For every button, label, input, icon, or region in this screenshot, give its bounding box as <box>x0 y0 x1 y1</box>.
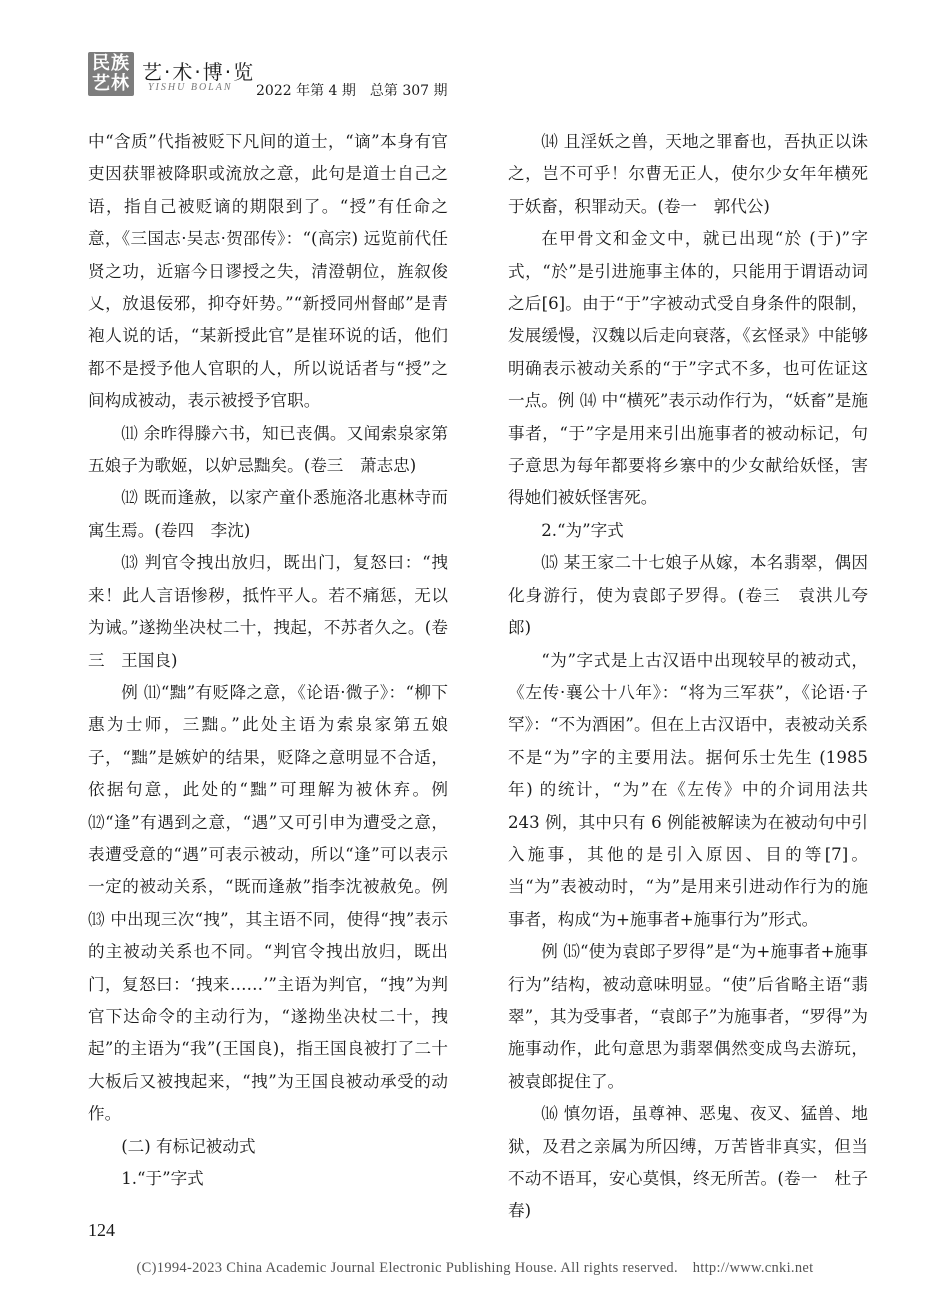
section-heading: 1.“于”字式 <box>121 1169 204 1188</box>
right-column <box>508 126 868 1228</box>
example-sentence: ⒃ 慎勿语，虽尊神、恶鬼、夜叉、猛兽、地狱，及君之亲属为所囚缚，万苦皆非真实，但当不动不语耳，安心莫惧，终无所苦。(卷一 杜子春) <box>508 1104 868 1221</box>
copyright-notice: (C)1994-2023 China Academic Journal Electronic Publishing House. All rights reserved. http://www.cnki.net <box>136 1260 814 1276</box>
body-paragraph: “为”字式是上古汉语中出现较早的被动式，《左传·襄公十八年》：“将为三军获”，《论语·子罕》：“不为酒困”。但在上古汉语中，表被动关系不是“为”字的主要用法。据何乐士先生 (1985 年) 的统计，“为”在《左传》中的介词用法共 243 例，其中只有 6 例能被解读为在被动句中引入施事，其他的是引入原因、目的等[7]。当“为”表被动时，“为”是用来引进动作行为的施事者，构成“为+施事者+施事行为”形式。 <box>508 650 868 929</box>
page-number: 124 <box>88 1220 115 1240</box>
body-paragraph: 例 ⒂“使为袁郎子罗得”是“为+施事者+施事行为”结构，被动意味明显。“使”后省略主语“翡翠”，其为受事者，“袁郎子”为施事者，“罗得”为施事动作，此句意思为翡翠偶然变成鸟去游玩，被袁郎捉住了。 <box>508 942 868 1091</box>
example-sentence: ⑾ 余昨得滕六书，知已丧偶。又闻索泉家第五娘子为歌姬，以妒忌黜矣。(卷三 萧志忠) <box>88 423 448 476</box>
logo-line-1: 民族 <box>92 53 130 74</box>
journal-title: 艺·术·博·览 <box>142 60 256 84</box>
body-paragraph: 例 ⑾“黜”有贬降之意，《论语·微子》：“柳下惠为士师，三黜。”此处主语为索泉家第五娘子，“黜”是嫉妒的结果，贬降之意明显不合适，依据句意，此处的“黜”可理解为被休弃。例 ⑿“逢”有遇到之意，“遇”又可引申为遭受之意，表遭受意的“遇”可表示被动，所以“逢”可以表示一定的被动关系，“既而逢赦”指李沈被赦免。例 ⒀ 中出现三次“拽”，其主语不同，使得“拽”表示的主被动关系也不同。“判官令拽出放归，既出门，复怒曰：‘拽来……’”主语为判官，“拽”为判官下达命令的主动行为，“遂拗坐决杖二十，拽起”的主语为“我”(王国良)，指王国良被打了二十大板后又被拽起来，“拽”为王国良被动承受的动作。 <box>88 682 448 1124</box>
issue-info: 2022 年第 4 期 总第 307 期 <box>256 83 448 99</box>
body-paragraph: 中“含质”代指被贬下凡间的道士，“谪”本身有官吏因获罪被降职或流放之意，此句是道士自己之语，指自己被贬谪的期限到了。“授”有任命之意，《三国志·吴志·贺邵传》：“(高宗) 远览前代任贤之功，近寤今日谬授之失，清澄朝位，旌叙俊乂，放退佞邪，抑夺奸势。”“新授同州督邮”是青袍人说的话，“某新授此官”是崔环说的话，他们都不是授予他人官职的人，所以说话者与“授”之间构成被动，表示被授予官职。 <box>88 132 448 411</box>
example-sentence: ⑿ 既而逢赦，以家产童仆悉施洛北惠林寺而寓生焉。(卷四 李沈) <box>88 488 448 540</box>
journal-pinyin: YISHU BOLAN <box>148 82 233 93</box>
example-sentence: ⒂ 某王家二十七娘子从嫁，本名翡翠，偶因化身游行，使为袁郎子罗得。(卷三 袁洪儿夸郎) <box>508 553 868 638</box>
body-paragraph: 在甲骨文和金文中，就已出现“於 (于)”字式，“於”是引进施事主体的，只能用于谓语动词之后[6]。由于“于”字被动式受自身条件的限制，发展缓慢，汉魏以后走向衰落，《玄怪录》中能够明确表示被动关系的“于”字式不多，也可佐证这一点。例 ⒁ 中“横死”表示动作行为，“妖畜”是施事者，“于”字是用来引出施事者的被动标记，句子意思为每年都要将乡寨中的少女献给妖怪，害得她们被妖怪害死。 <box>508 229 868 508</box>
section-heading: (二) 有标记被动式 <box>121 1136 256 1156</box>
logo-line-2: 艺林 <box>92 73 130 94</box>
section-heading: 2.“为”字式 <box>541 520 624 540</box>
journal-logo <box>88 52 134 96</box>
example-sentence: ⒁ 且淫妖之兽，天地之罪畜也，吾执正以诛之，岂不可乎！尔曹无正人，使尔少女年年横死于妖畜，积罪动天。(卷一 郭代公) <box>508 132 868 216</box>
journal-header <box>88 52 868 102</box>
example-sentence: ⒀ 判官令拽出放归，既出门，复怒曰：“拽来！此人言语惨秽，抵忤平人。若不痛惩，无以为诫。”遂拗坐决杖二十，拽起，不苏者久之。(卷三 王国良) <box>88 553 448 670</box>
left-column <box>88 126 448 1195</box>
